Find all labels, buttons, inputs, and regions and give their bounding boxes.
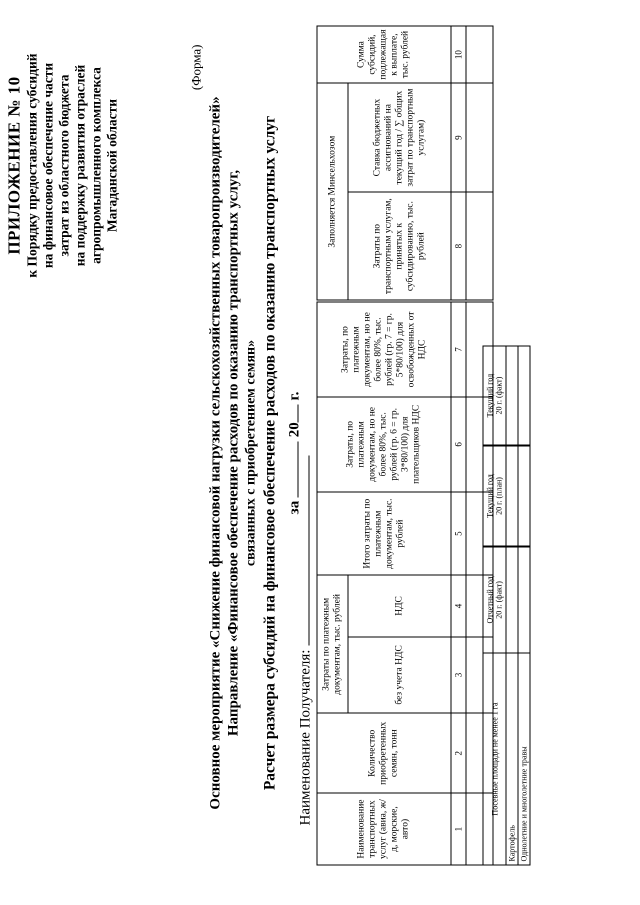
year-header-sub: 20 г. (факт): [494, 580, 503, 619]
appendix-line: к Порядку предоставления субсидий: [24, 52, 39, 278]
year-header-sub: 20 г. (факт): [494, 376, 503, 414]
column-number: 7: [451, 301, 466, 396]
heading-line-4: Расчет размера субсидий на финансовое обеспечение расходов по оказанию транспортных услуг: [261, 115, 278, 790]
appendix-title: ПРИЛОЖЕНИЕ № 10: [4, 75, 23, 255]
col-header-seed-quantity: Количество приобретенных семян, тонн: [317, 713, 451, 793]
heading-line-3: связанных с приобретением семян»: [243, 339, 258, 566]
col-group-ministry: Заполняется Минсельхозом: [317, 83, 348, 301]
col-header-subsidy-amount: Сумма субсидий, подлежащая к выплате, тыс. рублей: [317, 26, 451, 83]
table-cell: [506, 546, 518, 653]
appendix-line: на финансовое обеспечение части: [40, 62, 55, 268]
table-cell: [506, 445, 518, 546]
column-number: 3: [451, 636, 466, 713]
table-row: [506, 346, 518, 865]
table-cell: [518, 546, 530, 653]
recipient-label: Наименование Получателя:: [297, 649, 313, 825]
year-header: [483, 346, 506, 446]
recipient-blank-line: [296, 455, 309, 645]
period-year-blank: [284, 404, 298, 422]
year-header-sub: 20 г. (план): [494, 476, 503, 515]
form-label: (Форма): [188, 44, 203, 90]
period-year: 20: [286, 421, 302, 437]
col-header-rate: Ставка бюджетных ассигнований на текущий год / ∑ общих затрат по транспортным услугам): [348, 83, 451, 192]
table-cell: [466, 192, 493, 301]
appendix-line: Магаданской области: [104, 98, 119, 232]
col-header-vat: НДС: [348, 575, 451, 636]
heading-line-1: Основное мероприятие «Снижение финансовой нагрузки сельскохозяйственных товаропроизводителей»: [207, 95, 223, 810]
document-heading: [206, 40, 279, 865]
column-number: 8: [451, 192, 466, 301]
crop-name: Картофель: [506, 653, 518, 865]
period-suffix: г.: [286, 391, 302, 401]
column-number: 2: [451, 713, 466, 793]
appendix-line: на поддержку развития отраслей: [72, 64, 87, 266]
col-group-payment-costs: Затраты по платежным документам, тыс. рублей: [317, 575, 348, 713]
table-cell: [506, 346, 518, 446]
heading-line-2: Направление «Финансовое обеспечение расходов по оказанию транспортных услуг,: [225, 169, 241, 736]
crop-name: Однолетние и многолетние травы: [518, 653, 530, 865]
period-prefix: за: [286, 500, 302, 514]
col-header-costs-vat-exempt: Затраты, по платежным документам, но не более 80%, тыс. рублей (гр. 7 = гр. 5*80/100) для освобожденных от НДС: [317, 301, 451, 396]
column-number: 1: [451, 793, 466, 865]
table-row: [518, 346, 530, 865]
recipient-field: [296, 455, 314, 825]
year-header-title: Отчетный год: [485, 575, 494, 623]
column-number: 5: [451, 491, 466, 574]
col-header-accepted-costs: Затраты по транспортным услугам, принятых к субсидированию, тыс. рублей: [348, 192, 451, 301]
column-number: 9: [451, 83, 466, 192]
table-cell: [518, 346, 530, 446]
col-header-costs-vat-payers: Затраты, по платежным документам, но не более 80%, тыс. рублей (гр. 6 = гр. 3*80/100) для плательщиков НДС: [317, 396, 451, 491]
column-number: 4: [451, 575, 466, 636]
table-cell: [466, 83, 493, 192]
crop-area-header: Посевные площади не менее 1 га: [483, 653, 506, 865]
table-cell: [466, 26, 493, 83]
appendix-line: агропромышленного комплекса: [88, 66, 103, 264]
column-number: 6: [451, 396, 466, 491]
col-header-service-name: Наименование транспортных услуг (авиа, ж/д, морские, авто): [317, 793, 451, 865]
table-cell: [518, 445, 530, 546]
appendix-line: затрат из областного бюджета: [56, 74, 71, 256]
year-header-title: Текущий год: [485, 473, 494, 518]
col-header-without-vat: без учета НДС: [348, 636, 451, 713]
column-number: 10: [451, 26, 466, 83]
subsidy-calculation-table: [316, 25, 493, 865]
appendix-block: [6, 30, 120, 300]
year-header-title: Текущий год: [485, 373, 494, 417]
year-header: [483, 445, 506, 546]
col-header-total-costs: Итого затраты по платежным документам, тыс. рублей: [317, 491, 451, 574]
crop-area-table: [482, 345, 530, 865]
year-header: [483, 546, 506, 653]
